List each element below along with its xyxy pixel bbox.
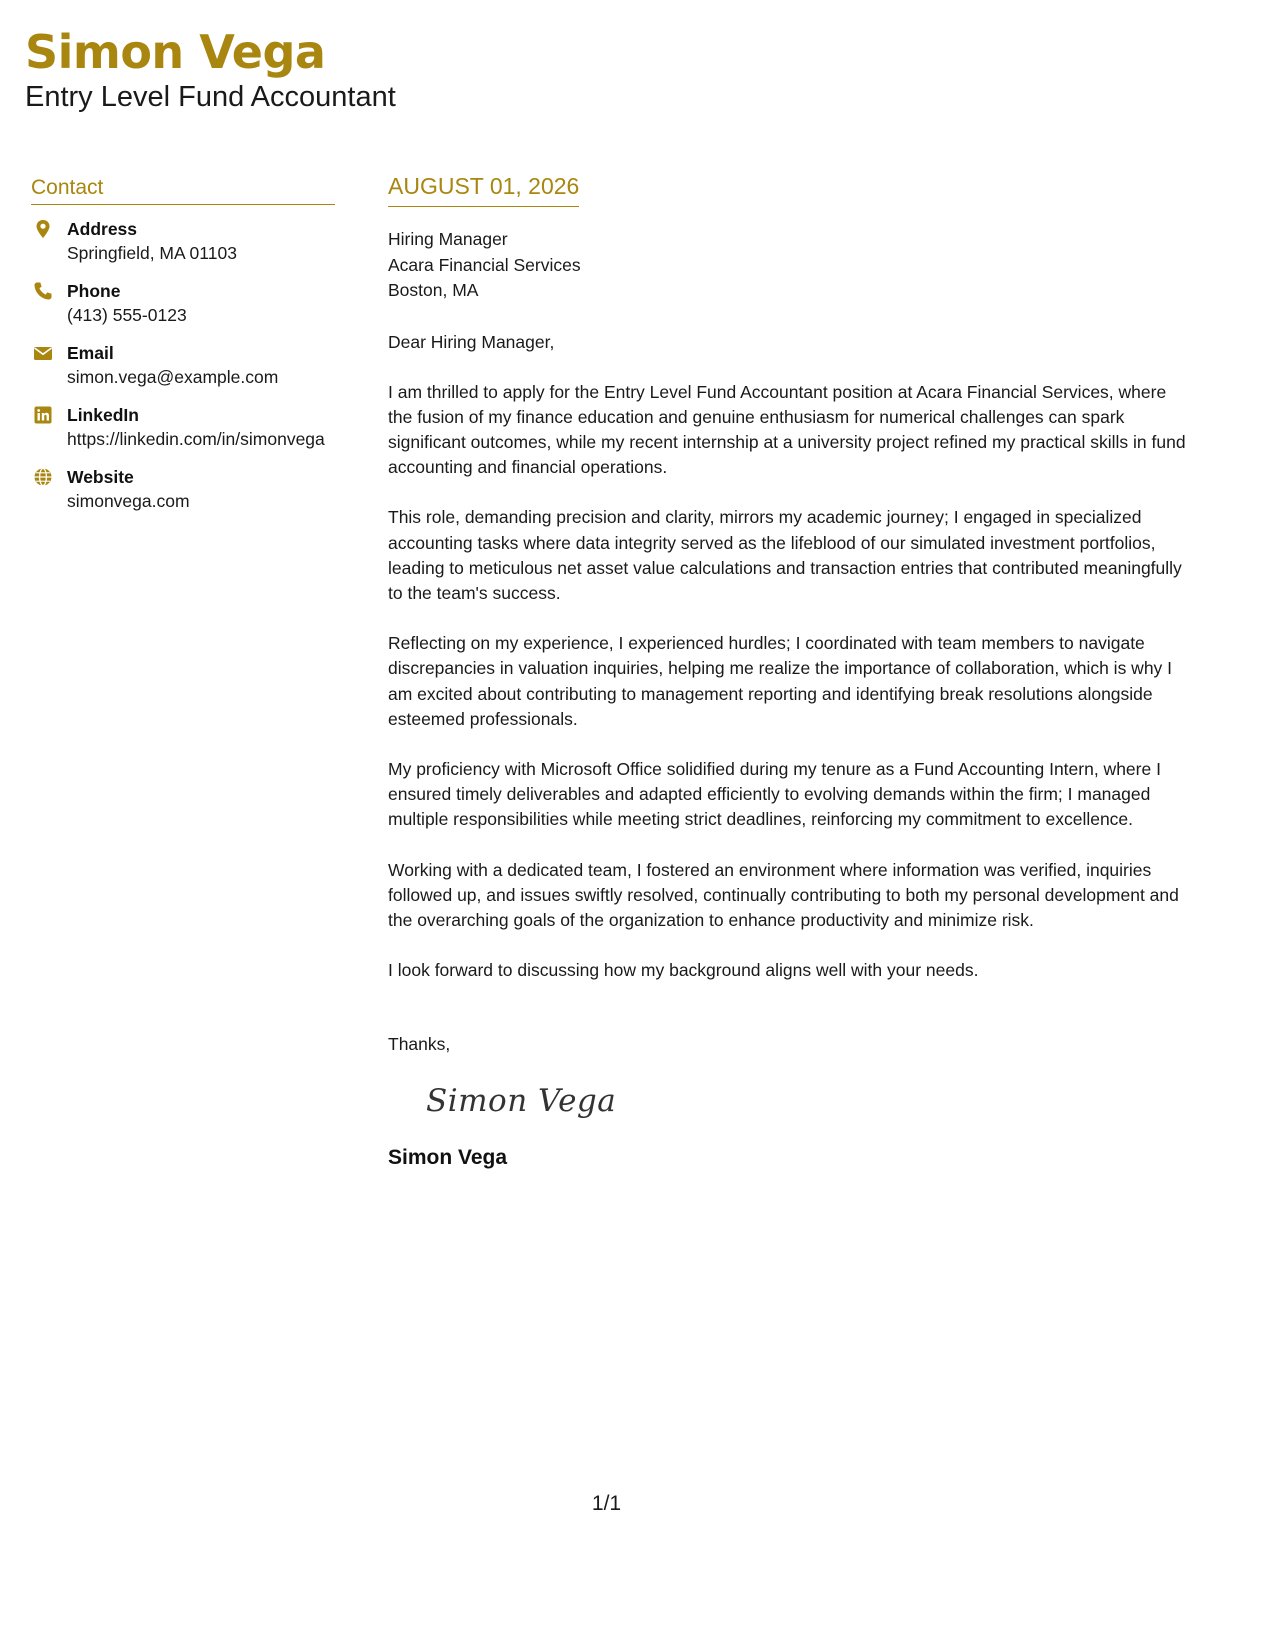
salutation: Dear Hiring Manager, bbox=[388, 331, 555, 352]
recipient-line: Hiring Manager bbox=[388, 229, 508, 249]
applicant-name: Simon Vega bbox=[25, 25, 326, 79]
contact-sidebar bbox=[31, 176, 335, 527]
linkedin-icon bbox=[33, 405, 53, 425]
phone-icon bbox=[33, 281, 53, 301]
header bbox=[25, 24, 396, 114]
map-pin-icon bbox=[33, 219, 53, 239]
paragraph: This role, demanding precision and clarity, mirrors my academic journey; I engaged in specialized accounting tasks where data integrity served as the lifeblood of our simulated investment portfolios, leading to meticulous net asset value calculations and transaction entries that contributed meaningfully to the team's success. bbox=[388, 507, 1182, 603]
phone-value: (413) 555-0123 bbox=[67, 305, 187, 325]
paragraph: I look forward to discussing how my background aligns well with your needs. bbox=[388, 960, 979, 981]
contact-label: Phone bbox=[67, 281, 121, 301]
contact-label: Website bbox=[67, 467, 134, 487]
contact-heading: Contact bbox=[31, 176, 335, 205]
letter-body bbox=[388, 172, 1193, 1171]
contact-label: Email bbox=[67, 343, 114, 363]
contact-item-address bbox=[31, 217, 335, 265]
linkedin-value: https://linkedin.com/in/simonvega bbox=[67, 429, 325, 449]
contact-label: Address bbox=[67, 219, 138, 239]
letter-date: AUGUST 01, 2026 bbox=[388, 172, 579, 207]
paragraph: My proficiency with Microsoft Office solidified during my tenure as a Fund Accounting Intern, where I ensured timely deliverables and adapted efficiently to evolving demands within the firm; I managed multiple responsibilities while meeting strict deadlines, reinforcing my commitment to excellence. bbox=[388, 758, 1161, 830]
email-value: simon.vega@example.com bbox=[67, 367, 279, 387]
closing: Thanks, bbox=[388, 1034, 451, 1055]
address-value: Springfield, MA 01103 bbox=[67, 243, 237, 263]
recipient-line: Boston, MA bbox=[388, 280, 479, 300]
paragraph: I am thrilled to apply for the Entry Level Fund Accountant position at Acara Financial Services, where the fusion of my finance education and genuine enthusiasm for numerical challenges can spark significant outcomes, while my recent internship at a university project refined my practical skills in fund accounting and financial operations. bbox=[388, 381, 1186, 478]
paragraph: Working with a dedicated team, I fostered an environment where information was verified, inquiries followed up, and issues swiftly resolved, continually contributing to both my personal development and the overarching goals of the organization to enhance productivity and minimize risk. bbox=[388, 859, 1179, 930]
globe-icon bbox=[33, 467, 53, 487]
contact-item-website bbox=[31, 465, 335, 513]
contact-item-linkedin bbox=[31, 403, 335, 451]
signature: Simon Vega bbox=[426, 1083, 617, 1120]
signoff-name: Simon Vega bbox=[388, 1146, 508, 1170]
contact-list bbox=[31, 217, 335, 513]
paragraph: Reflecting on my experience, I experienced hurdles; I coordinated with team members to navigate discrepancies in valuation inquiries, helping me realize the importance of collaboration, which is why I am excited about contributing to management reporting and identifying break resolutions alongside esteemed professionals. bbox=[388, 633, 1173, 729]
website-value: simonvega.com bbox=[67, 491, 190, 511]
page-number: 1/1 bbox=[591, 1492, 622, 1515]
contact-item-email bbox=[31, 341, 335, 389]
contact-item-phone bbox=[31, 279, 335, 327]
envelope-icon bbox=[33, 343, 53, 363]
recipient-line: Acara Financial Services bbox=[388, 254, 581, 275]
contact-label: LinkedIn bbox=[67, 405, 139, 425]
recipient-block bbox=[388, 227, 1193, 304]
job-title: Entry Level Fund Accountant bbox=[25, 81, 396, 113]
